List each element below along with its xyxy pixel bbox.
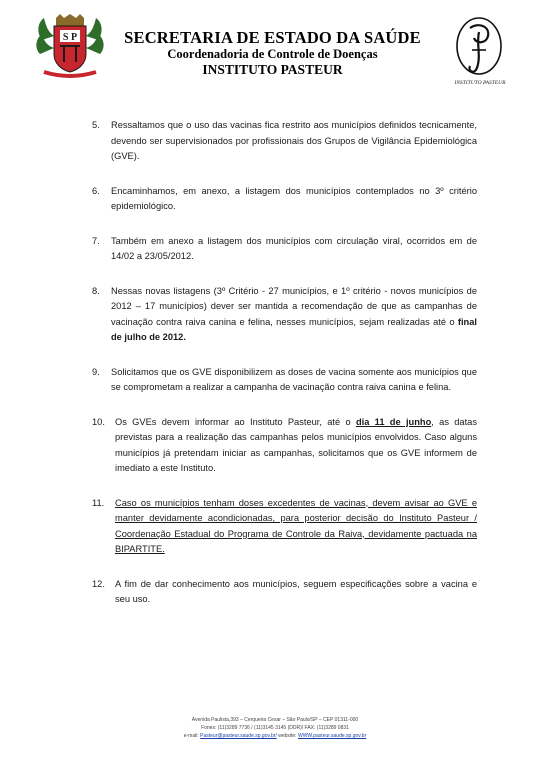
list-item-12 xyxy=(92,577,477,608)
item-text: A fim de dar conhecimento aos municípios, seguem especificações sobre a vacina e seu uso. xyxy=(115,578,477,604)
list-item-7 xyxy=(92,234,477,265)
website-link[interactable]: WWW.pasteur.saude.sp.gov.br xyxy=(297,733,367,739)
item-number: 11. xyxy=(92,497,105,508)
item-text: Ressaltamos que o uso das vacinas fica restrito aos municípios definidos tecnicamente, devendo ser supervisionados por profissionais dos Grupos de Vigilância Epidemiológica (GVE). xyxy=(111,120,477,161)
list-item-8 xyxy=(92,284,477,346)
deadline-date: dia 11 de junho xyxy=(355,416,432,427)
item-number: 12. xyxy=(92,578,105,589)
svg-text:S P: S P xyxy=(62,32,78,43)
item-number: 7. xyxy=(92,235,100,246)
instituto-pasteur-logo xyxy=(452,14,506,84)
item-text: Também em anexo a listagem dos municípios com circulação viral, ocorridos em de 14/02 a 23/05/2012. xyxy=(111,235,477,261)
item-text-plain: Nessas novas listagens (3º Critério - 27 municípios, e 1º critério - novos municípios de 2012 – 17 municípios) dever ser mantida a recomendação de que as campanhas de vacinação contra raiva canina e felina, nesses municípios, sejam realizadas até o xyxy=(111,285,477,327)
sao-paulo-coat-of-arms xyxy=(34,14,106,78)
item-text-bold: final de julho de 2012. xyxy=(111,316,477,342)
item-text-underlined: Caso os municípios tenham doses excedentes de vacinas, devem avisar ao GVE e manter devidamente acondicionadas, para posterior decisão do Instituto Pasteur / Coordenação Estadual do Programa de Controle da Raiva, devidamente pactuada na BIPARTITE. xyxy=(115,497,477,554)
item-number: 5. xyxy=(92,120,100,130)
item-number: 8. xyxy=(92,285,100,296)
logo-caption: INSTITUTO PASTEUR xyxy=(454,80,506,86)
letterhead xyxy=(100,28,445,78)
email-label: e-mail: xyxy=(183,733,201,739)
footer-phones: Fones: (11)3289 7736 / (11)3145 3145 (DDR)/ FAX: (11)3289 0831 xyxy=(201,725,349,731)
item-text: Solicitamos que os GVE disponibilizem as doses de vacina somente aos municípios que se comprometam a realizar a campanha de vacinação contra raiva canina e felina. xyxy=(111,366,477,392)
footer-contacts xyxy=(120,732,430,740)
item-text-plain: Os GVEs devem informar ao Instituto Pasteur, até o xyxy=(115,416,356,427)
list-item-5 xyxy=(92,118,477,165)
header-title: SECRETARIA DE ESTADO DA SAÚDE xyxy=(124,28,421,47)
website-label: website: xyxy=(276,733,298,739)
item-number: 9. xyxy=(92,366,100,377)
header-institute: INSTITUTO PASTEUR xyxy=(202,62,343,77)
item-text-plain: , as datas previstas para a realização das campanhas pelos municípios envolvidos. Caso alguns municípios já pretendam iniciar as campanhas, solicitamos que os GVE informem de imediato a este Instituto. xyxy=(115,416,478,473)
list-item-9 xyxy=(92,365,477,396)
item-number: 6. xyxy=(92,185,100,196)
list-item-6 xyxy=(92,184,477,215)
footer-address: Avenida Paulista,393 – Cerqueira Cesar – São Paulo/SP – CEP 01311-000 xyxy=(191,717,359,723)
item-text xyxy=(92,415,477,477)
list-item-11 xyxy=(92,496,477,558)
list-item-10 xyxy=(92,415,477,477)
item-number: 10. xyxy=(92,416,105,427)
header-subtitle: Coordenadoria de Controle de Doenças xyxy=(167,47,378,61)
item-text xyxy=(92,284,477,346)
item-text: Encaminhamos, em anexo, a listagem dos municípios contemplados no 3º critério epidemiológico. xyxy=(111,185,477,211)
page-footer xyxy=(120,716,430,740)
email-link[interactable]: Pasteur@pasteur.saude.sp.gov.br/ xyxy=(200,733,277,739)
numbered-list xyxy=(92,118,477,627)
